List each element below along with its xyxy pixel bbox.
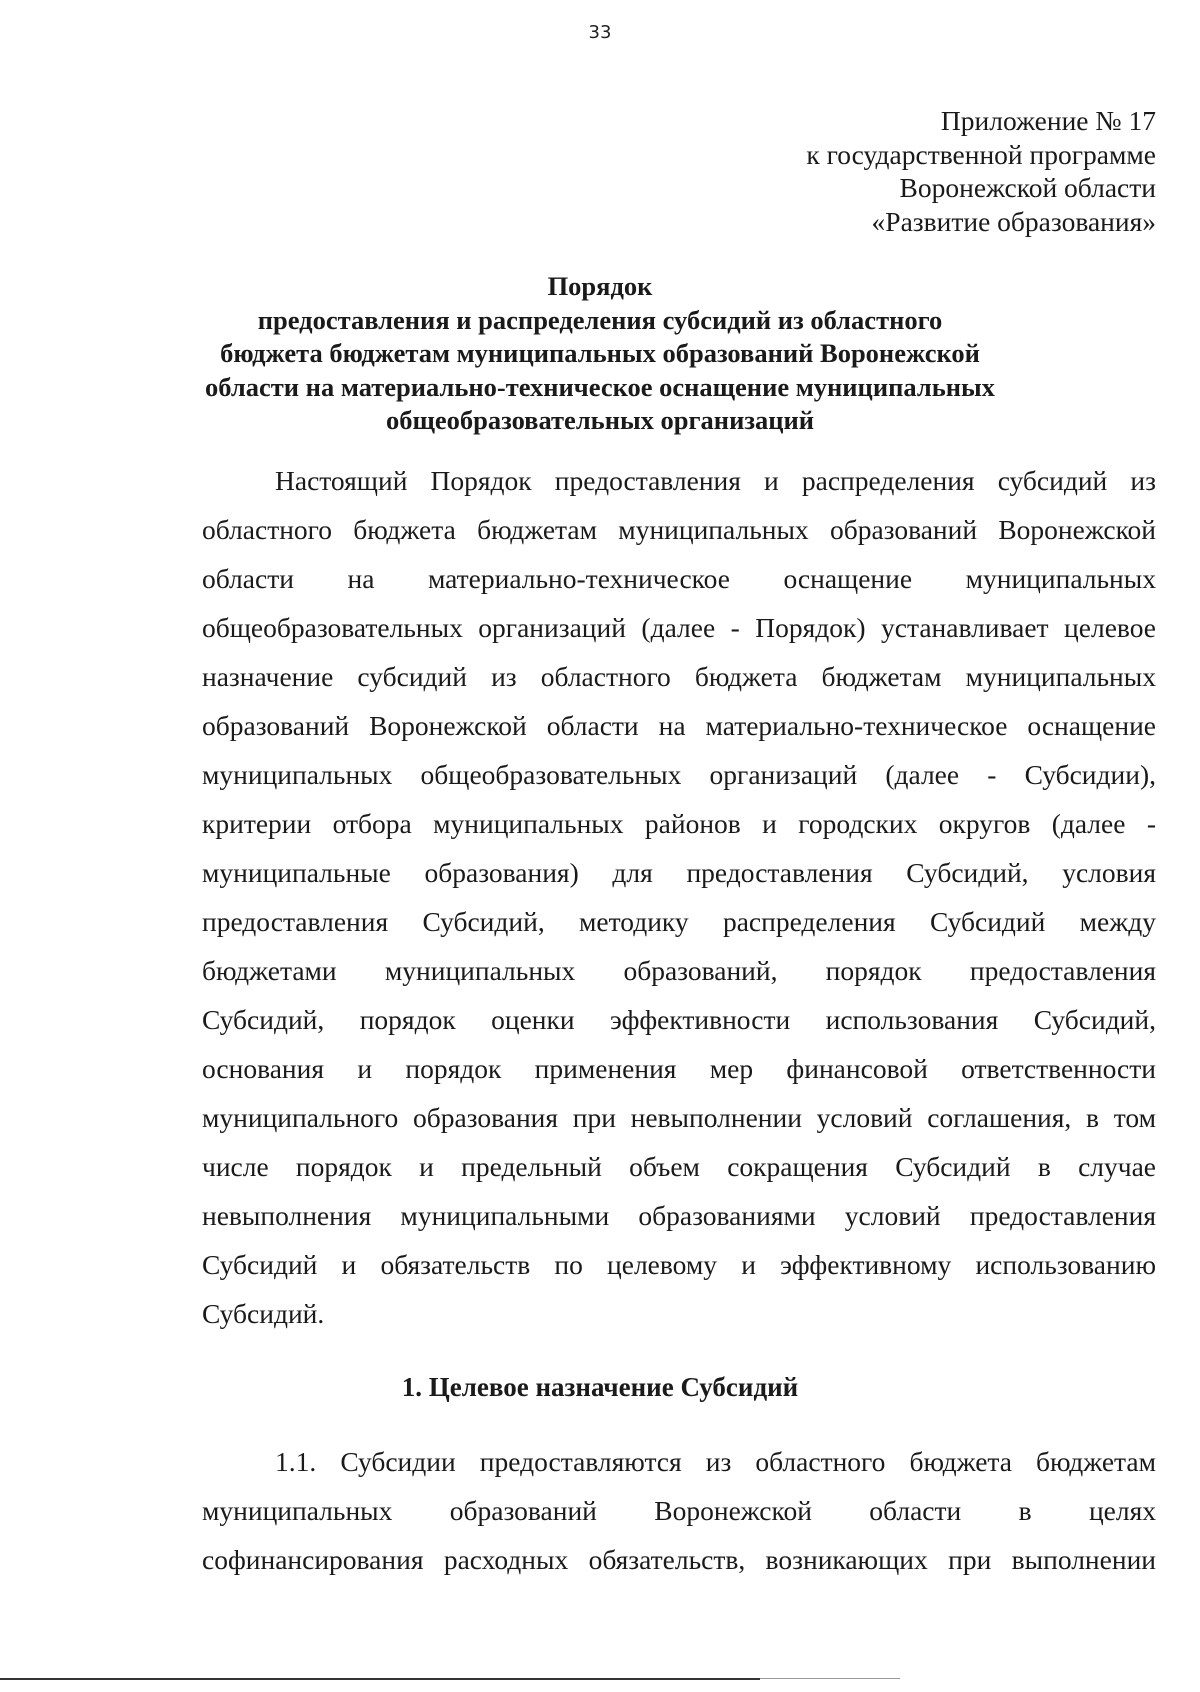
paragraph-line: 1.1. Субсидии предоставляются из областного бюджета бюджетам	[275, 1446, 1156, 1477]
paragraph-line: критерии отбора муниципальных районов и городских округов (далее -	[202, 808, 1156, 839]
section-paragraph	[202, 1437, 1156, 1584]
paragraph-line: муниципального образования при невыполнении условий соглашения, в том	[202, 1102, 1156, 1133]
title-line: общеобразовательных организаций	[385, 405, 815, 435]
title-line: области на материально-техническое оснащение муниципальных	[205, 371, 995, 402]
paragraph-line: муниципальные образования) для предоставления Субсидий, условия	[202, 857, 1156, 888]
title-line: предоставления и распределения субсидий из областного	[257, 304, 943, 335]
paragraph-line: софинансирования расходных обязательств, возникающих при выполнении	[202, 1544, 1156, 1575]
paragraph-line: Субсидий и обязательств по целевому и эффективному использованию	[202, 1249, 1156, 1280]
paragraph-line: назначение субсидий из областного бюджета бюджетам муниципальных	[202, 661, 1156, 692]
paragraph-line: общеобразовательных организаций (далее - Порядок) устанавливает целевое	[202, 612, 1156, 643]
paragraph-line: муниципальных общеобразовательных организаций (далее - Субсидии),	[202, 759, 1156, 790]
appendix-line: Воронежской области	[899, 172, 1156, 203]
page-number: 33	[588, 22, 612, 43]
paragraph-line: бюджетами муниципальных образований, порядок предоставления	[202, 955, 1156, 986]
appendix-line: к государственной программе	[806, 138, 1156, 170]
paragraph-line: Субсидий, порядок оценки эффективности использования Субсидий,	[202, 1004, 1156, 1035]
footer-rule-faint	[760, 1678, 900, 1679]
paragraph-line: Субсидий.	[202, 1298, 325, 1329]
footer-rule	[0, 1678, 760, 1680]
appendix-line: «Развитие образования»	[871, 205, 1156, 237]
paragraph-line: предоставления Субсидий, методику распределения Субсидий между	[202, 906, 1156, 937]
paragraph-line: числе порядок и предельный объем сокращения Субсидий в случае	[202, 1151, 1156, 1182]
document-title	[180, 270, 1020, 438]
paragraph-line: муниципальных образований Воронежской области в целях	[202, 1495, 1156, 1526]
paragraph-line: Настоящий Порядок предоставления и распределения субсидий из	[275, 465, 1156, 496]
paragraph-line: областного бюджета бюджетам муниципальных образований Воронежской	[202, 514, 1156, 545]
appendix-line: Приложение № 17	[940, 105, 1156, 136]
paragraph-line: образований Воронежской области на материально-техническое оснащение	[202, 710, 1156, 741]
paragraph-line: области на материально-техническое оснащение муниципальных	[202, 563, 1156, 594]
title-line: Порядок	[547, 271, 653, 301]
section-heading: 1. Целевое назначение Субсидий	[401, 1372, 799, 1402]
paragraph-line: невыполнения муниципальными образованиями условий предоставления	[202, 1200, 1156, 1231]
title-line: бюджета бюджетам муниципальных образований Воронежской	[220, 338, 980, 368]
paragraph-line: основания и порядок применения мер финансовой ответственности	[202, 1053, 1156, 1084]
intro-paragraph	[202, 456, 1156, 1338]
appendix-block	[806, 104, 1156, 238]
